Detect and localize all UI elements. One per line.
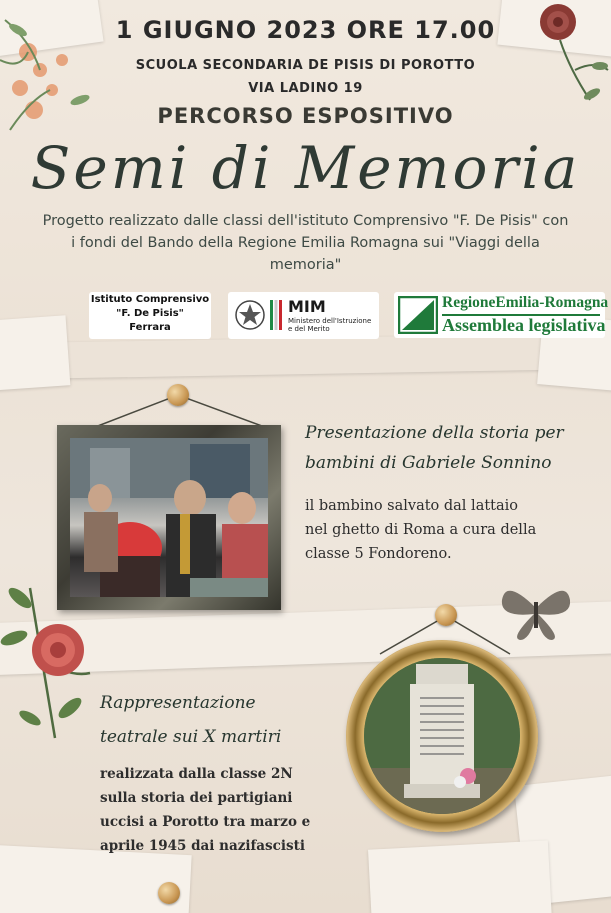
section1-title: [305, 418, 605, 478]
institute-logo-line2: "F. De Pisis": [116, 308, 184, 319]
memorial-illustration: [364, 658, 520, 814]
poster-title: Semi di Memoria: [30, 134, 581, 202]
ministry-name: MIM: [288, 297, 326, 316]
ministry-subtitle-line2: e del Merito: [288, 325, 330, 333]
frame1-pin-icon: [167, 384, 189, 406]
institute-logo: [89, 292, 211, 339]
paper-scrap-left: [0, 315, 70, 390]
frame2-pin-icon: [435, 604, 457, 626]
project-description: Progetto realizzato dalle classi dell'istituto Comprensivo "F. De Pisis" con i fondi del Bando della Regione Emilia Romagna sui "Viaggi della memoria": [42, 213, 569, 273]
paper-scrap-mid-band: [0, 332, 611, 379]
photo-crowd: [70, 438, 268, 597]
ministry-logo: [228, 292, 379, 339]
italian-flag-bars-icon: [270, 300, 282, 330]
event-date: 1 GIUGNO 2023 ORE 17.00: [115, 16, 496, 44]
section1-title-line2: bambini di Gabriele Sonnino: [305, 453, 552, 473]
ministry-subtitle-line1: Ministero dell'Istruzione: [288, 317, 372, 325]
section2-body-line2: sulla storia dei partigiani: [100, 790, 293, 806]
ministry-subtitle: [288, 317, 376, 333]
region-name: RegioneEmilia-Romagna: [442, 294, 609, 311]
section2-title-line2: teatrale sui X martiri: [100, 727, 282, 747]
photo-memorial-stone: [364, 658, 520, 814]
bottom-pin-icon: [158, 882, 180, 904]
paper-scrap-bottom-mid: [368, 840, 552, 913]
event-type: PERCORSO ESPOSITIVO: [157, 104, 454, 128]
institute-logo-line3: Ferrara: [129, 322, 171, 333]
section2-title-line1: Rappresentazione: [100, 693, 256, 713]
photo-frame-children-story: [57, 425, 281, 610]
school-address: VIA LADINO 19: [248, 81, 363, 96]
section1-body-line2: nel ghetto di Roma a cura della: [305, 522, 537, 538]
school-name: SCUOLA SECONDARIA DE PISIS DI POROTTO: [135, 58, 476, 73]
section2-body-line4: aprile 1945 dai nazifascisti: [100, 838, 305, 854]
section2-title: [100, 686, 330, 754]
region-assembly: Assemblea legislativa: [442, 315, 606, 335]
section2-body: [100, 762, 340, 858]
section1-body: [305, 494, 595, 566]
photo-frame-memorial: [346, 640, 538, 832]
region-logo: [394, 292, 609, 338]
region-emilia-romagna-mark-icon: [398, 296, 438, 334]
section2-body-line3: uccisi a Porotto tra marzo e: [100, 814, 311, 830]
section1-body-line1: il bambino salvato dal lattaio: [305, 498, 519, 514]
italian-republic-emblem-icon: [234, 299, 266, 331]
section1-title-line1: Presentazione della storia per: [305, 423, 564, 443]
section2-body-line1: realizzata dalla classe 2N: [100, 766, 293, 782]
crowd-illustration: [70, 438, 268, 597]
institute-logo-line1: Istituto Comprensivo: [90, 294, 210, 305]
section1-body-line3: classe 5 Fondoreno.: [305, 546, 452, 562]
